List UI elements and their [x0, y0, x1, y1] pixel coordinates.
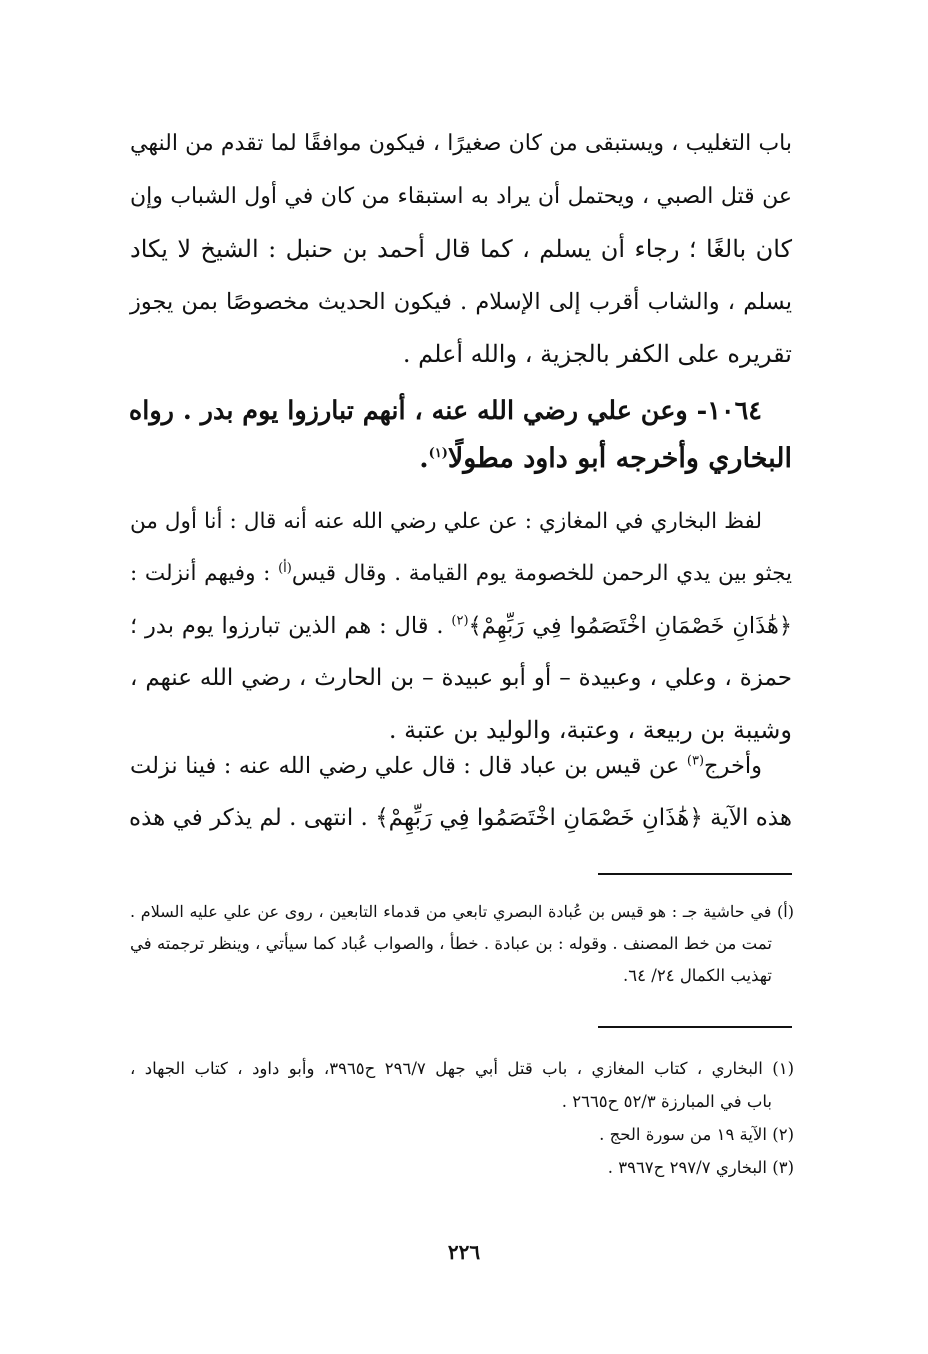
margin-note-ref: (أ) — [278, 560, 292, 576]
footnote-line: باب في المبارزة ٥٢/٣ ح٢٦٦٥ . — [561, 1092, 772, 1111]
text-line: كان بالغًا ؛ رجاء أن يسلم ، كما قال أحمد بن حنبل : الشيخ لا يكاد — [130, 235, 792, 263]
hadith-1064 — [130, 387, 792, 483]
footnotes — [130, 1052, 794, 1184]
footnote-line: (٢) الآية ١٩ من سورة الحج . — [599, 1125, 794, 1144]
footnote-ref: (٢) — [451, 613, 469, 629]
text-line: باب التغليب ، ويستبقى من كان صغيرًا ، فيكون موافقًا لما تقدم من النهي — [130, 131, 792, 156]
footnote-ref: (١) — [428, 446, 448, 461]
text-line — [130, 548, 792, 600]
margin-note-divider — [598, 873, 792, 875]
commentary-paragraph-2 — [130, 740, 792, 844]
text-line: يسلم ، والشاب أقرب إلى الإسلام . فيكون الحديث مخصوصًا بمن يجوز — [130, 288, 792, 315]
footnote-line: (٣) البخاري ٢٩٧/٧ ح٣٩٦٧ . — [607, 1158, 794, 1177]
text-line — [130, 792, 792, 844]
margin-note-line: تهذيب الكمال ٢٤/ ٦٤. — [623, 966, 772, 985]
quran-quote: ﴿هَٰذَانِ خَصْمَانِ اخْتَصَمُوا فِي رَبِّهِمْ﴾ — [375, 805, 703, 831]
text-segment: : وفيهم أنزلت : — [130, 561, 279, 586]
text-segment: عن قيس بن عباد قال : قال علي رضي الله عنه : فينا نزلت — [130, 753, 687, 779]
text-line: عن قتل الصبي ، ويحتمل أن يراد به استبقاء من كان في أول الشباب وإن — [130, 183, 792, 209]
text-line — [130, 600, 792, 652]
margin-note-line: تمت من خط المصنف . وقوله : بن عبادة . خطأ ، والصواب عُباد كما سيأتي ، وينظر ترجمته في — [130, 934, 772, 953]
margin-note-line: (أ) في حاشية جـ : هو قيس بن عُبادة البصري تابعي من قدماء التابعين ، روى عن علي عليه السلام . — [130, 902, 794, 921]
intro-paragraph — [130, 118, 792, 381]
text-line: لفظ البخاري في المغازي : عن علي رضي الله عنه أنه قال : أنا أول من — [130, 509, 762, 534]
text-segment: هذه الآية — [702, 805, 792, 831]
text-segment: وأخرج — [704, 753, 762, 779]
commentary-paragraph — [130, 496, 792, 756]
margin-note — [130, 896, 794, 992]
hadith-line: ١٠٦٤- وعن علي رضي الله عنه ، أنهم تبارزوا يوم بدر . رواه — [128, 396, 762, 426]
footnote-ref: (٣) — [686, 753, 705, 769]
text-segment: يجثو بين يدي الرحمن للخصومة يوم القيامة . وقال قيس — [291, 561, 792, 586]
hadith-text: البخاري وأخرجه أبو داود مطولًا — [447, 443, 792, 474]
text-segment: . قال : هم الذين تبارزوا يوم بدر ؛ — [130, 613, 452, 639]
hadith-line — [130, 435, 792, 483]
text-line: تقريره على الكفر بالجزية ، والله أعلم . — [402, 340, 792, 368]
footnote-divider — [598, 1026, 792, 1028]
text-line: حمزة ، وعلي ، وعبيدة – أو أبو عبيدة – بن الحارث ، رضي الله عنهم ، — [130, 665, 792, 691]
page-number: ٢٢٦ — [447, 1240, 481, 1264]
hadith-period: . — [419, 443, 429, 474]
text-line: وشيبة بن ربيعة ، وعتبة، والوليد بن عتبة . — [388, 716, 792, 744]
quran-quote: ﴿هَٰذَانِ خَصْمَانِ اخْتَصَمُوا فِي رَبِّهِمْ﴾ — [468, 613, 793, 639]
footnote-line: (١) البخاري ، كتاب المغازي ، باب قتل أبي جهل ٢٩٦/٧ ح٣٩٦٥، وأبو داود ، كتاب الجهاد ، — [130, 1059, 794, 1078]
text-line — [130, 740, 792, 792]
text-segment: . انتهى . لم يذكر في هذه — [129, 805, 376, 831]
